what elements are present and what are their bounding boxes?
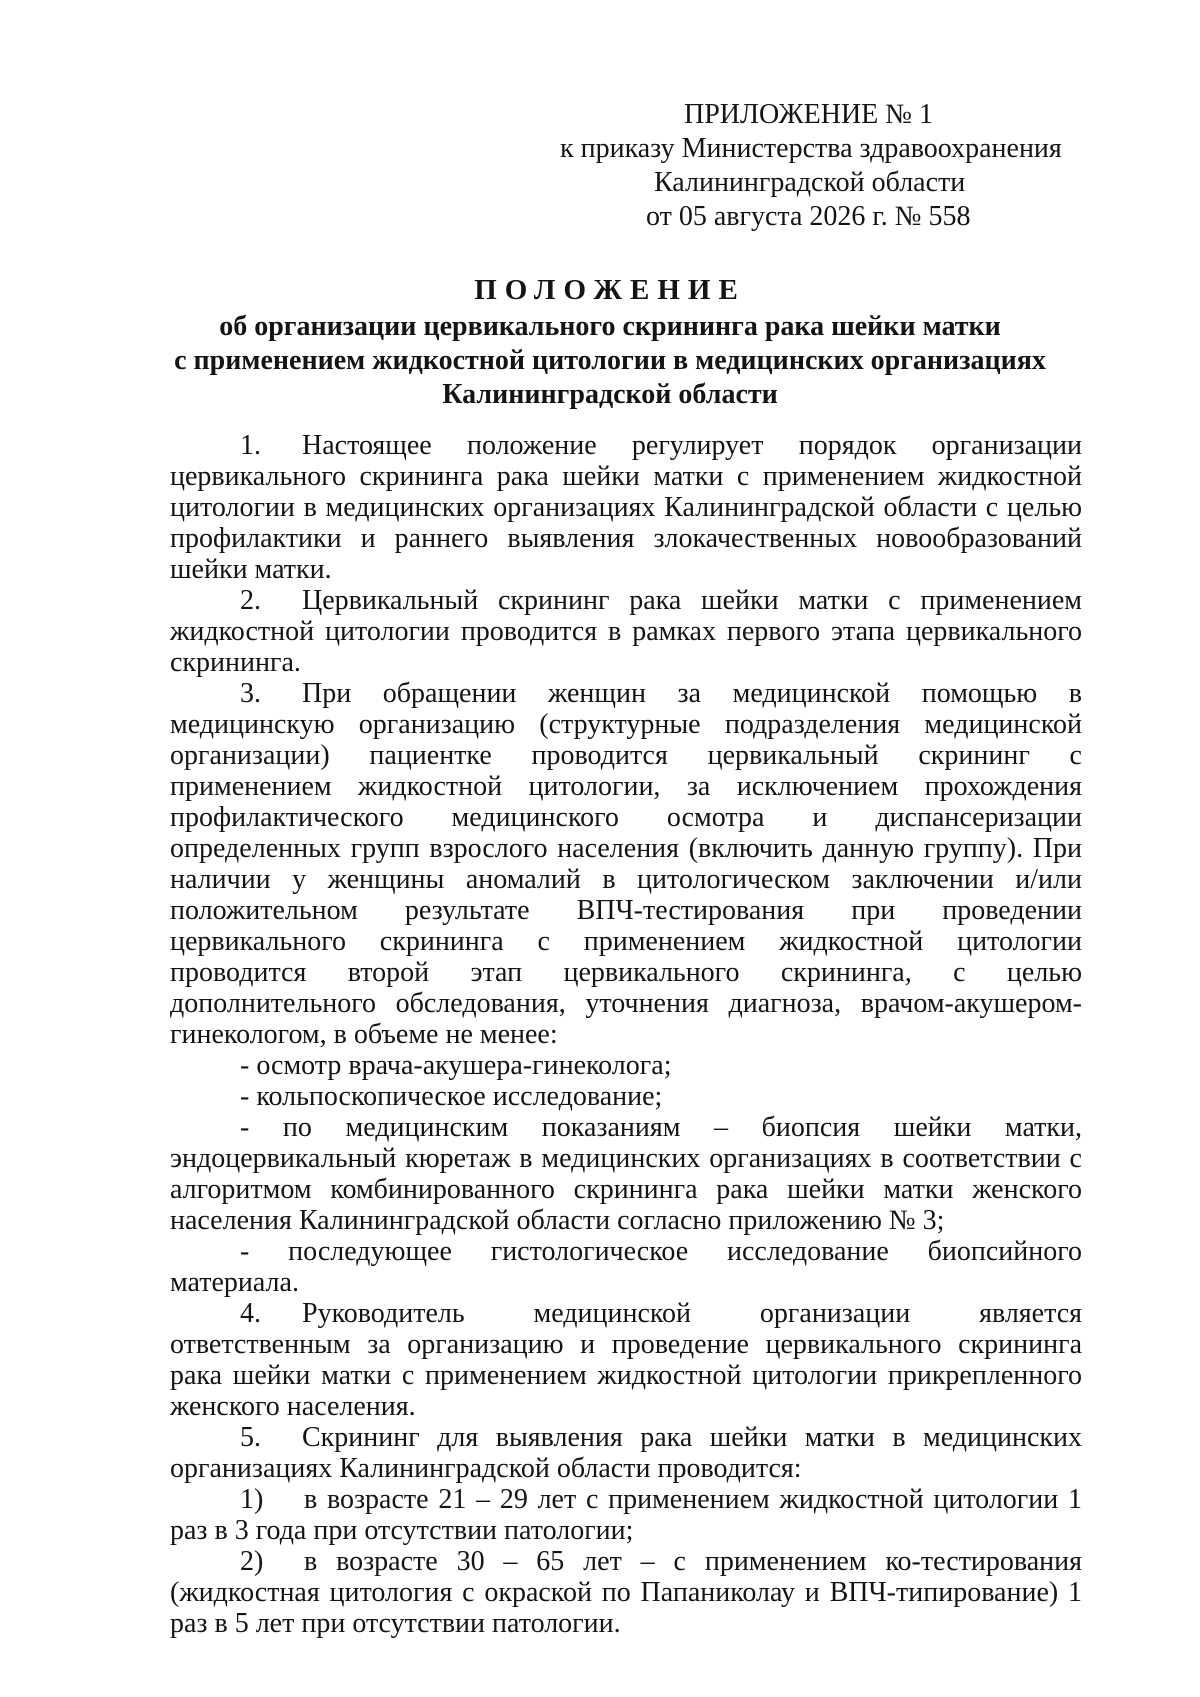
subitem-1 [170, 1484, 1082, 1546]
title-block [150, 270, 1070, 412]
appendix-date: от 05 августа 2026 г. № 558 [646, 201, 971, 232]
paragraph-2 [170, 585, 1082, 678]
paragraph-number: 3. [240, 678, 261, 709]
paragraph-1 [170, 430, 1082, 585]
subitem-number: 2) [240, 1546, 264, 1577]
paragraph-number: 2. [240, 585, 261, 616]
paragraph-text: Скрининг для выявления рака шейки матки в медицинских организациях Калининградской области проводится: [170, 1422, 1082, 1484]
paragraph-text: При обращении женщин за медицинской помощью в медицинскую организацию (структурные подразделения медицинской организации) пациентке проводится цервикальный скрининг с применением жидкостной цитологии, за исключением прохождения профилактического медицинского осмотра и диспансеризации определенных групп взрослого населения (включить данную группу). При наличии у женщины аномалий в цитологическом заключении и/или положительном результате ВПЧ-тестирования при проведении цервикального скрининга с применением жидкостной цитологии проводится второй этап цервикального скрининга, с целью дополнительного обследования, уточнения диагноза, врачом-акушером-гинекологом, в объеме не менее: [170, 678, 1082, 1050]
document-subtitle: об организации цервикального скрининга рака шейки матки с применением жидкостной цитологии в медицинских организациях Калининградской области [174, 311, 1046, 410]
paragraph-text: Руководитель медицинской организации является ответственным за организацию и проведение цервикального скрининга рака шейки матки с применением жидкостной цитологии прикрепленного женского населения. [170, 1298, 1082, 1422]
subitem-number: 1) [240, 1484, 264, 1515]
appendix-number: ПРИЛОЖЕНИЕ № 1 [684, 99, 933, 130]
paragraph-4 [170, 1298, 1082, 1422]
list-item: - осмотр врача-акушера-гинеколога; [240, 1050, 672, 1081]
paragraph-text: Цервикальный скрининг рака шейки матки с применением жидкостной цитологии проводится в рамках первого этапа цервикального скрининга. [170, 585, 1082, 678]
appendix-region: Калининградской области [654, 167, 966, 198]
paragraph-number: 4. [240, 1298, 261, 1329]
list-item: - по медицинским показаниям – биопсия шейки матки, эндоцервикальный кюретаж в медицинских организациях в соответствии с алгоритмом комбинированного скрининга рака шейки матки женского населения Калининградской области согласно приложению № 3; [170, 1112, 1082, 1236]
list-item: - кольпоскопическое исследование; [240, 1081, 663, 1112]
subitem-text: в возрасте 30 – 65 лет – с применением ко-тестирования (жидкостная цитология с окраской по Папаниколау и ВПЧ-типирование) 1 раз в 5 лет при отсутствии патологии. [170, 1546, 1082, 1639]
document-title: ПОЛОЖЕНИЕ [474, 274, 746, 306]
subitem-2 [170, 1546, 1082, 1639]
paragraph-number: 1. [240, 430, 261, 461]
list-item: - последующее гистологическое исследование биопсийного материала. [170, 1236, 1082, 1298]
subitem-text: в возрасте 21 – 29 лет с применением жидкостной цитологии 1 раз в 3 года при отсутствии патологии; [170, 1484, 1082, 1546]
appendix-header [560, 98, 1100, 234]
paragraph-5 [170, 1422, 1082, 1484]
appendix-order-ref: к приказу Министерства здравоохранения [560, 133, 1062, 164]
document-body [170, 430, 1082, 1639]
paragraph-3 [170, 678, 1082, 1050]
paragraph-number: 5. [240, 1422, 261, 1453]
paragraph-text: Настоящее положение регулирует порядок организации цервикального скрининга рака шейки матки с применением жидкостной цитологии в медицинских организациях Калининградской области с целью профилактики и раннего выявления злокачественных новообразований шейки матки. [170, 430, 1082, 585]
